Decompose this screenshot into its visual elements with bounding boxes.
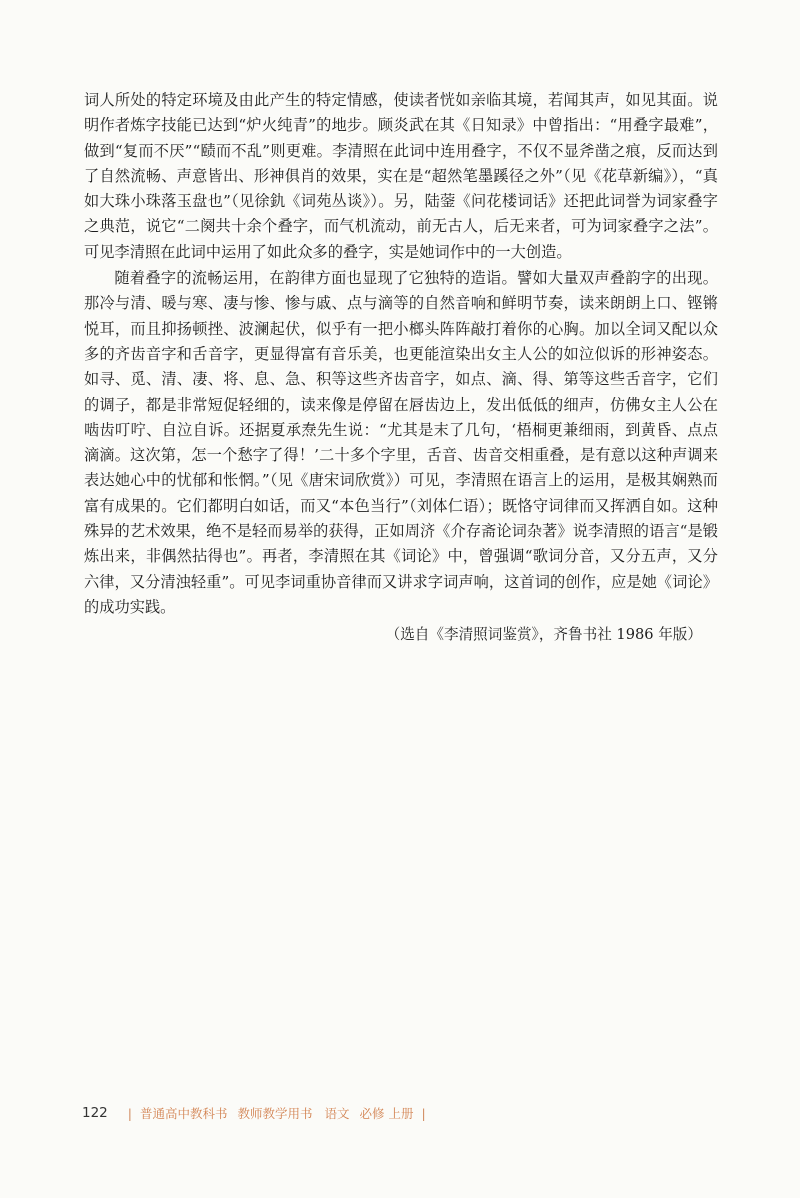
footer-separator-right: |: [421, 1105, 426, 1121]
paragraph-2: 随着叠字的流畅运用，在韵律方面也显现了它独特的造诣。譬如大量双声叠韵字的出现。那冷与清、暖与寒、凄与惨、惨与戚、点与滴等的自然音响和鲜明节奏，读来朗朗上口、铿锵悦耳，而且抑扬顿挫、波澜起伏，似乎有一把小榔头阵阵敲打着你的心胸。加以全词又配以众多的齐齿音字和舌音字，更显得富有音乐美，也更能渲染出女主人公的如泣似诉的形神姿态。如寻、觅、清、凄、将、息、急、积等这些齐齿音字，如点、滴、得、第等这些舌音字，它们的调子，都是非常短促轻细的，读来像是停留在唇齿边上，发出低低的细声，仿佛女主人公在啮齿叮咛、自泣自诉。还据夏承焘先生说：“尤其是末了几句，‘梧桐更兼细雨，到黄昏、点点滴滴。这次第，怎一个愁字了得！’二十多个字里，舌音、齿音交相重叠，是有意以这种声调来表达她心中的忧郁和怅惘。”（见《唐宋词欣赏》）可见，李清照在语言上的运用，是极其娴熟而富有成果的。它们都明白如话，而又“本色当行”（刘体仁语）；既恪守词律而又挥洒自如。这种殊异的艺术效果，绝不是轻而易举的获得，正如周济《介存斋论词杂著》说李清照的语言“是锻炼出来，非偶然拈得也”。再者，李清照在其《词论》中，曾强调“歌词分音，又分五声，又分六律，又分清浊轻重”。可见李词重协音律而又讲求字词声响，这首词的创作，应是她《词论》的成功实践。: [84, 269, 718, 616]
article-body: [84, 88, 718, 647]
page-footer: [82, 1102, 434, 1124]
volume-name: 必修 上册: [359, 1106, 414, 1121]
source-citation: （选自《李清照词鉴赏》，齐鲁书社 1986 年版）: [385, 626, 702, 644]
page-number: 122: [82, 1105, 108, 1121]
paragraph-1: 词人所处的特定环境及由此产生的特定情感，使读者恍如亲临其境，若闻其声，如见其面。说明作者炼字技能已达到“炉火纯青”的地步。顾炎武在其《日知录》中曾指出：“用叠字最难”，做到“复而不厌”“赜而不乱”则更难。李清照在此词中连用叠字，不仅不显斧凿之痕，反而达到了自然流畅、声意皆出、形神俱肖的效果，实在是“超然笔墨蹊径之外”（见《花草新编》），“真如大珠小珠落玉盘也”（见徐釚《词苑丛谈》）。另，陆蓥《问花楼词话》还把此词誉为词家叠字之典范，说它“二阕共十余个叠字，而气机流动，前无古人，后无来者，可为词家叠字之法”。可见李清照在此词中运用了如此众多的叠字，实是她词作中的一大创造。: [84, 91, 718, 261]
subject-name: 语文: [324, 1106, 350, 1121]
book-title: 普通高中教科书: [140, 1106, 228, 1121]
book-type: 教师教学用书: [237, 1106, 313, 1121]
footer-separator-left: |: [127, 1105, 132, 1121]
